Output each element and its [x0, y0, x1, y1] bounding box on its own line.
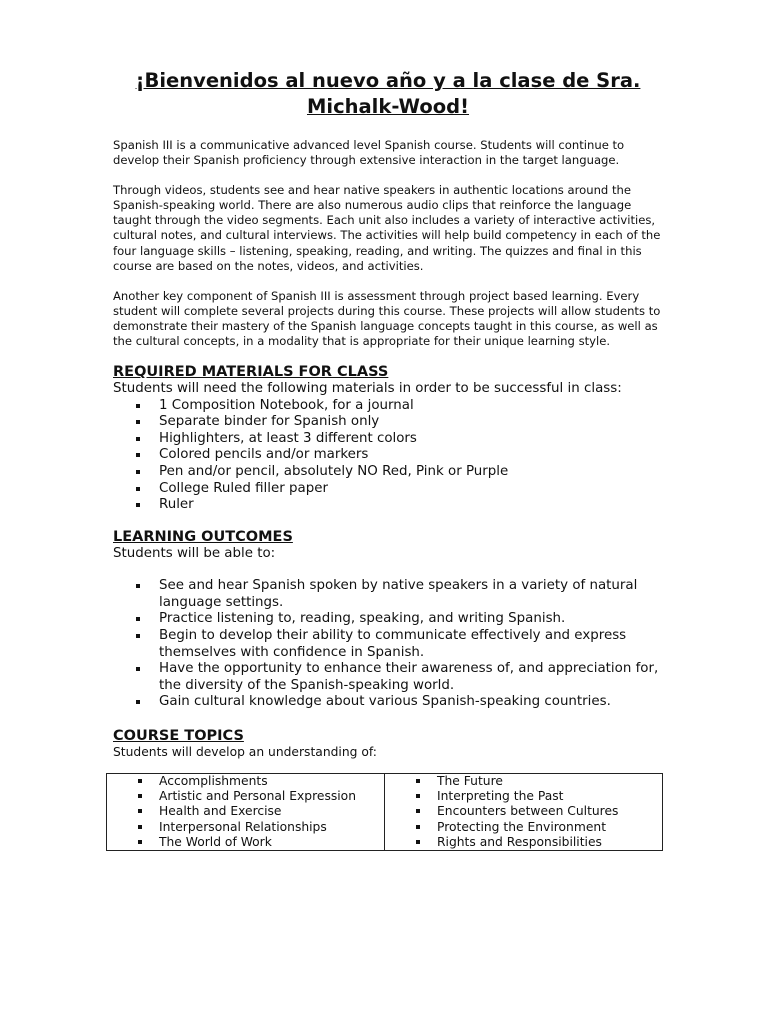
- list-item: Practice listening to, reading, speaking, and writing Spanish.: [133, 611, 663, 628]
- list-item: Health and Exercise: [135, 804, 384, 819]
- list-item: Colored pencils and/or markers: [133, 447, 663, 464]
- intro-paragraph-1: Spanish III is a communicative advanced level Spanish course. Students will continue to develop their Spanish proficiency through extensive interaction in the target language.: [113, 138, 625, 168]
- list-item: Protecting the Environment: [413, 820, 662, 835]
- outcomes-heading: LEARNING OUTCOMES: [113, 528, 293, 545]
- list-item: Pen and/or pencil, absolutely NO Red, Pink or Purple: [133, 464, 663, 481]
- outcomes-intro: Students will be able to:: [113, 545, 276, 561]
- list-item: Encounters between Cultures: [413, 804, 662, 819]
- page-title: [113, 68, 663, 120]
- list-item: The Future: [413, 774, 662, 789]
- topics-heading: COURSE TOPICS: [113, 728, 244, 745]
- list-item: Artistic and Personal Expression: [135, 789, 384, 804]
- materials-heading: REQUIRED MATERIALS FOR CLASS: [113, 364, 389, 381]
- intro-paragraph-3: Another key component of Spanish III is assessment through project based learning. Every student will complete several projects during this course. These projects will allow students to demonstrate their mastery of the Spanish language concepts taught in this course, as well as the cultural concepts, in a modality that is appropriate for their unique learning style.: [113, 288, 661, 349]
- list-item: Interpersonal Relationships: [135, 820, 384, 835]
- intro-paragraph-2: Through videos, students see and hear native speakers in authentic locations around the Spanish-speaking world. There are also numerous audio clips that reinforce the language taught through the video segments. Each unit also includes a variety of interactive activities, cultural notes, and cultural interviews. The activities will help build competency in each of the four language skills – listening, speaking, reading, and writing. The quizzes and final in this course are based on the notes, videos, and activities.: [113, 183, 661, 273]
- list-item: Interpreting the Past: [413, 789, 662, 804]
- document-page: [113, 68, 663, 851]
- list-item: The World of Work: [135, 835, 384, 850]
- list-item: Gain cultural knowledge about various Spanish-speaking countries.: [133, 694, 663, 711]
- list-item: Begin to develop their ability to communicate effectively and express themselves with confidence in Spanish.: [133, 628, 663, 661]
- topics-table: [106, 773, 663, 851]
- list-item: Have the opportunity to enhance their awareness of, and appreciation for, the diversity of the Spanish-speaking world.: [133, 661, 663, 694]
- topics-left-list: [107, 774, 384, 850]
- topics-right-list: [385, 774, 662, 850]
- materials-intro: Students will need the following materials in order to be successful in class:: [113, 381, 622, 397]
- title-line-1: ¡Bienvenidos al nuevo año y a la clase de Sra.: [135, 69, 641, 92]
- list-item: Rights and Responsibilities: [413, 835, 662, 850]
- list-item: See and hear Spanish spoken by native speakers in a variety of natural language settings.: [133, 578, 663, 611]
- list-item: Ruler: [133, 497, 663, 514]
- topics-left-cell: [107, 774, 385, 851]
- materials-list: [113, 398, 663, 514]
- list-item: Accomplishments: [135, 774, 384, 789]
- title-line-2: Michalk-Wood!: [306, 95, 470, 118]
- list-item: College Ruled filler paper: [133, 481, 663, 498]
- list-item: Highlighters, at least 3 different colors: [133, 431, 663, 448]
- outcomes-list: [113, 578, 663, 711]
- list-item: Separate binder for Spanish only: [133, 414, 663, 431]
- topics-intro: Students will develop an understanding of:: [113, 745, 377, 760]
- topics-right-cell: [385, 774, 663, 851]
- list-item: 1 Composition Notebook, for a journal: [133, 398, 663, 415]
